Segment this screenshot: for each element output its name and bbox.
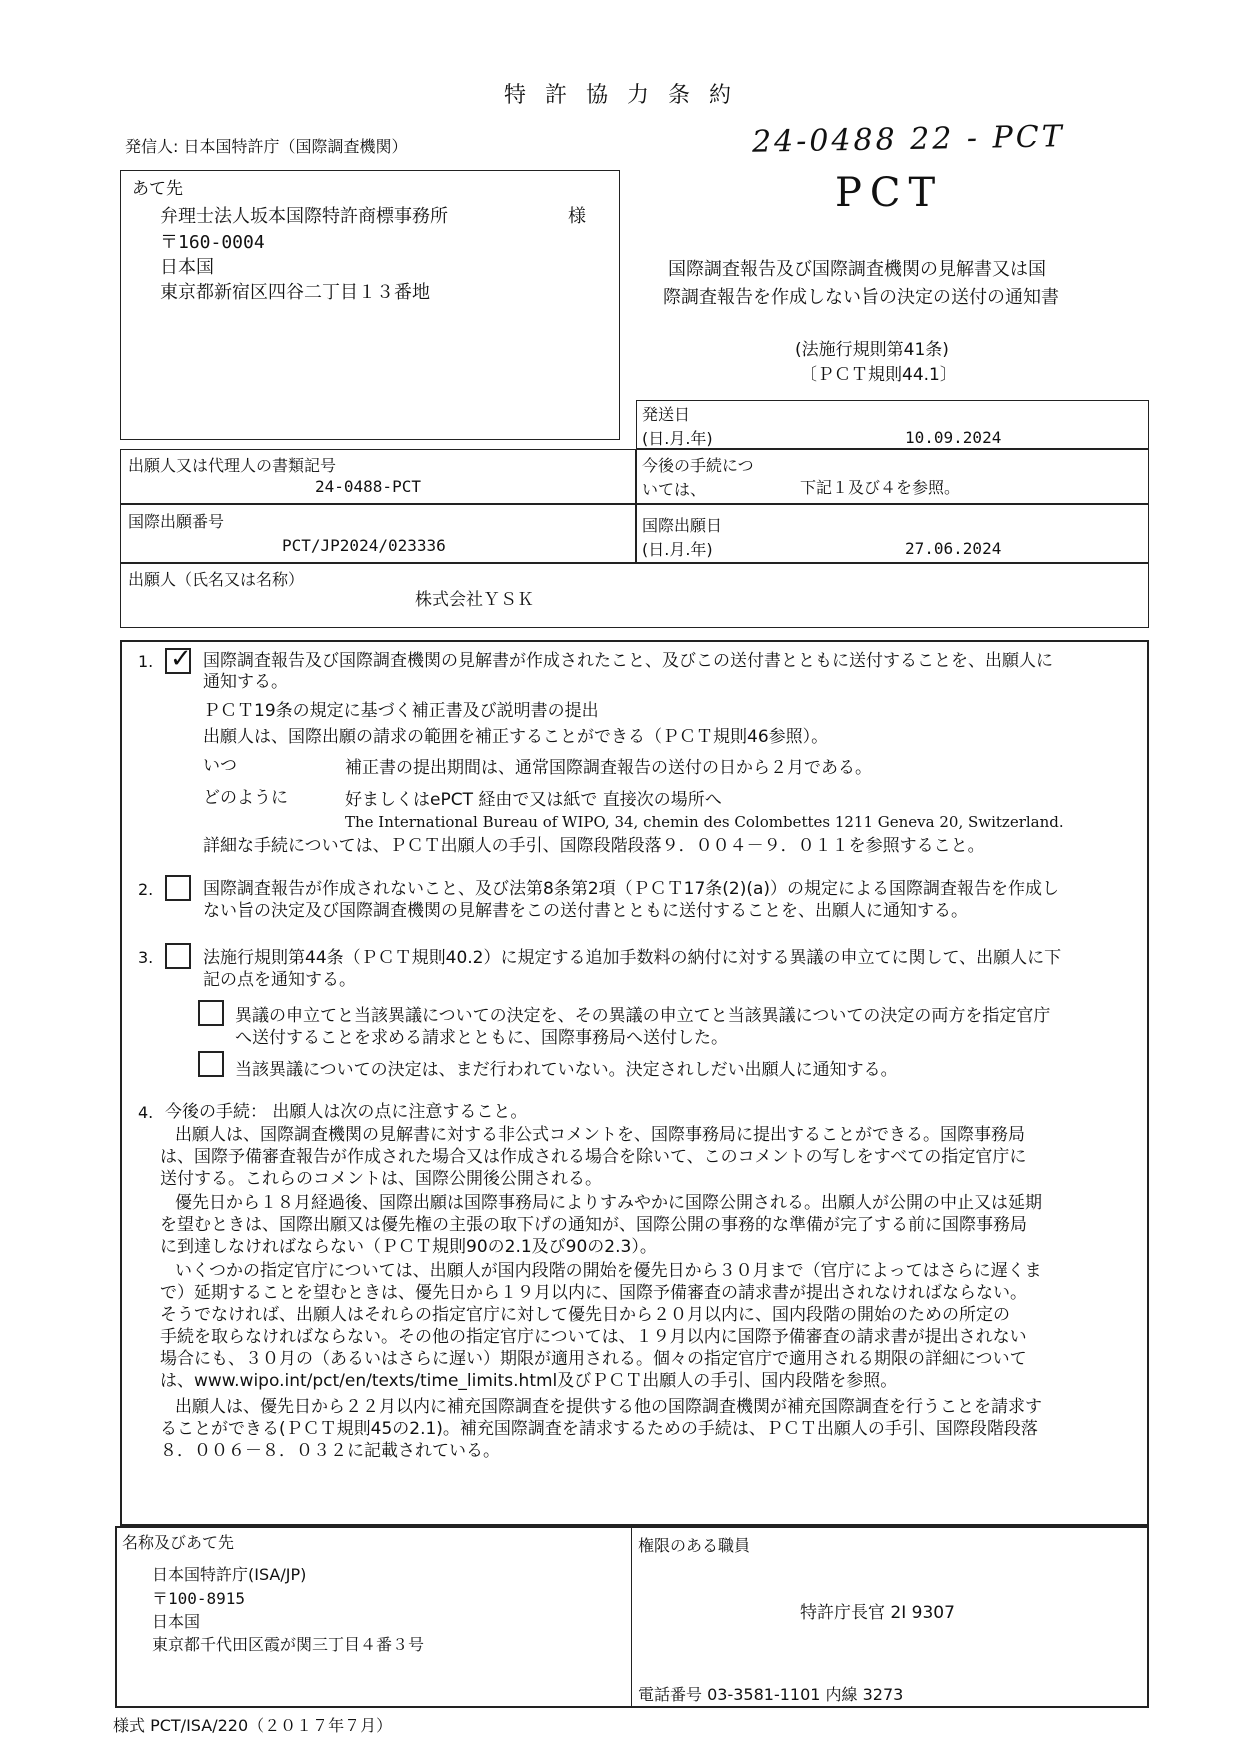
item1-how-text: 好ましくはePCT 経由で又は紙で 直接次の場所へ <box>345 790 722 810</box>
handwritten-reference: 24-0488 22 - PCT <box>751 119 1066 160</box>
item4-number: 4. <box>138 1103 154 1122</box>
app-no: PCT/JP2024/023336 <box>282 536 446 555</box>
notice-title-line2: 際調査報告を作成しない旨の決定の送付の通知書 <box>663 287 1059 308</box>
item1-line1: 国際調査報告及び国際調査機関の見解書が作成されたこと、及びこの送付書とともに送付することを、出願人に <box>203 651 1053 671</box>
ref-label: 出願人又は代理人の書類記号 <box>128 456 337 475</box>
item3-line2: 記の点を通知する。 <box>203 970 356 990</box>
item2-number: 2. <box>138 880 154 899</box>
item1-address: The International Bureau of WIPO, 34, chemin des Colombettes 1211 Geneva 20, Switzerland. <box>345 813 1064 831</box>
item4-p2-line1: 優先日から１８月経過後、国際出願は国際事務局によりすみやかに国際公開される。出願人が公開の中止又は延期 <box>175 1193 1042 1213</box>
item4-p1-line3: 送付する。これらのコメントは、国際公開後公開される。 <box>160 1169 602 1189</box>
item4-p3-line5: 場合にも、３０月の（あるいはさらに遅い）期限が適用される。個々の指定官庁で適用される期限の詳細について <box>160 1349 1027 1369</box>
addressee-address: 東京都新宿区四谷二丁目１３番地 <box>160 282 430 303</box>
app-no-label: 国際出願番号 <box>128 512 225 531</box>
item1-sub-title: ＰＣＴ19条の規定に基づく補正書及び説明書の提出 <box>203 701 599 721</box>
applicant: 株式会社ＹＳＫ <box>415 590 534 610</box>
item3-sub-a-checkbox[interactable] <box>198 1000 224 1026</box>
sender: 発信人: 日本国特許庁（国際調査機関） <box>125 137 408 156</box>
isa-name: 日本国特許庁(ISA/JP) <box>152 1565 307 1584</box>
procedure-value: 下記１及び４を参照。 <box>800 478 961 497</box>
item3-sub-a-line1: 異議の申立てと当該異議についての決定を、その異議の申立てと当該異議についての決定の両方を指定官庁 <box>235 1006 1051 1026</box>
item4-p4-line2: ることができる(ＰＣＴ規則45の2.1)。補充国際調査を請求するための手続は、ＰＣＴ出願人の手引、国際段階段落 <box>160 1419 1038 1439</box>
rule-line2: 〔ＰＣＴ規則44.1〕 <box>800 365 957 385</box>
item3-line1: 法施行規則第44条（ＰＣＴ規則40.2）に規定する追加手数料の納付に対する異議の申立てに関して、出願人に下 <box>203 948 1062 968</box>
rule-line1: (法施行規則第41条) <box>795 340 949 360</box>
item4-p3-line6: は、www.wipo.int/pct/en/texts/time_limits.html及びＰＣＴ出願人の手引、国内段階を参照。 <box>160 1371 898 1391</box>
item3-sub-b: 当該異議についての決定は、まだ行われていない。決定されしだい出願人に通知する。 <box>235 1060 898 1080</box>
item4-p3-line3: そうでなければ、出願人はそれらの指定官庁に対して優先日から２０月以内に、国内段階の開始のための所定の <box>160 1305 1010 1325</box>
item1-sub-text: 出願人は、国際出願の請求の範囲を補正することができる（ＰＣＴ規則46参照）。 <box>203 727 829 747</box>
item3-checkbox[interactable] <box>165 943 191 969</box>
item1-when-text: 補正書の提出期間は、通常国際調査報告の送付の日から２月である。 <box>345 758 872 778</box>
item4-p4-line3: ８．００６－８．０３２に記載されている。 <box>160 1441 500 1461</box>
item4-p1-line1: 出願人は、国際調査機関の見解書に対する非公式コメントを、国際事務局に提出することができる。国際事務局 <box>175 1125 1025 1145</box>
doc-type: PCT <box>835 170 944 216</box>
addressee-postal: 〒160-0004 <box>160 232 265 253</box>
addressee-country: 日本国 <box>160 257 214 278</box>
item1-how-label: どのように <box>203 788 288 808</box>
item2-checkbox[interactable] <box>165 875 191 901</box>
item4-p2-line2: を望むときは、国際出願又は優先権の主張の取下げの通知が、国際公開の事務的な準備が完了する前に国際事務局 <box>160 1215 1027 1235</box>
addressee-honorific: 様 <box>568 206 586 227</box>
isa-country: 日本国 <box>152 1612 201 1631</box>
item2-line1: 国際調査報告が作成されないこと、及び法第8条第2項（ＰＣＴ17条(2)(a)）の規定による国際調査報告を作成し <box>203 879 1060 899</box>
ref-value: 24-0488-PCT <box>315 477 421 496</box>
phone: 電話番号 03-3581-1101 内線 3273 <box>638 1685 904 1704</box>
mailing-date-label: 発送日 <box>642 405 691 424</box>
item4-p1-line2: は、国際予備審査報告が作成された場合又は作成される場合を除いて、このコメントの写しをすべての指定官庁に <box>160 1147 1027 1167</box>
isa-address: 東京都千代田区霞が関三丁目４番３号 <box>152 1635 425 1654</box>
filing-date-format: (日.月.年) <box>642 540 713 559</box>
item1-when-label: いつ <box>203 756 237 776</box>
addressee-label: あて先 <box>132 179 183 199</box>
addressee-name: 弁理士法人坂本国際特許商標事務所 <box>160 206 448 227</box>
item4-p2-line3: に到達しなければならない（ＰＣＴ規則90の2.1及び90の2.3）。 <box>160 1237 657 1257</box>
footer-name-label: 名称及びあて先 <box>122 1533 235 1552</box>
filing-date: 27.06.2024 <box>905 539 1002 558</box>
item1-detail: 詳細な手続については、ＰＣＴ出願人の手引、国際段階段落９．００４－９．０１１を参照すること。 <box>203 836 985 856</box>
footer-divider <box>631 1526 632 1708</box>
item1-number: 1. <box>138 652 154 671</box>
applicant-label: 出願人（氏名又は名称） <box>128 570 305 589</box>
item1-line2: 通知する。 <box>203 672 288 692</box>
item1-checkbox[interactable] <box>165 644 192 674</box>
item4-p3-line2: で）延期することを望むときは、優先日から１９月以内に、国際予備審査の請求書が提出されなければならない。 <box>160 1283 1027 1303</box>
item4-p3-line4: 手続を取らなければならない。その他の指定官庁については、１９月以内に国際予備審査の請求書が提出されない <box>160 1327 1027 1347</box>
check-mark-icon: ✓ <box>170 644 192 674</box>
mailing-date-format: (日.月.年) <box>642 429 713 448</box>
officer-label: 権限のある職員 <box>638 1536 751 1555</box>
officer: 特許庁長官 2I 9307 <box>800 1603 955 1623</box>
form-id: 様式 PCT/ISA/220（２０１７年７月） <box>113 1716 393 1735</box>
footer-box <box>115 1526 1149 1708</box>
procedure-label-line1: 今後の手続につ <box>642 456 754 475</box>
notice-title-line1: 国際調査報告及び国際調査機関の見解書又は国 <box>668 259 1046 280</box>
item3-sub-a-line2: へ送付することを求める請求とともに、国際事務局へ送付した。 <box>235 1028 728 1048</box>
item3-number: 3. <box>138 948 154 967</box>
item2-line2: ない旨の決定及び国際調査機関の見解書をこの送付書とともに送付することを、出願人に通知する。 <box>203 901 968 921</box>
procedure-label-line2: いては、 <box>642 480 707 499</box>
filing-date-label: 国際出願日 <box>642 516 723 535</box>
item4-p3-line1: いくつかの指定官庁については、出願人が国内段階の開始を優先日から３０月まで（官庁によってはさらに遅くま <box>175 1261 1042 1281</box>
isa-postal: 〒100-8915 <box>152 1589 246 1608</box>
treaty-title: 特 許 協 力 条 約 <box>504 83 737 108</box>
item4-heading: 今後の手続： 出願人は次の点に注意すること。 <box>165 1102 528 1122</box>
mailing-date: 10.09.2024 <box>905 428 1002 447</box>
item3-sub-b-checkbox[interactable] <box>198 1051 224 1077</box>
mailing-date-cell <box>636 400 1149 449</box>
item4-p4-line1: 出願人は、優先日から２２月以内に補充国際調査を提供する他の国際調査機関が補充国際調査を行うことを請求す <box>175 1397 1042 1417</box>
